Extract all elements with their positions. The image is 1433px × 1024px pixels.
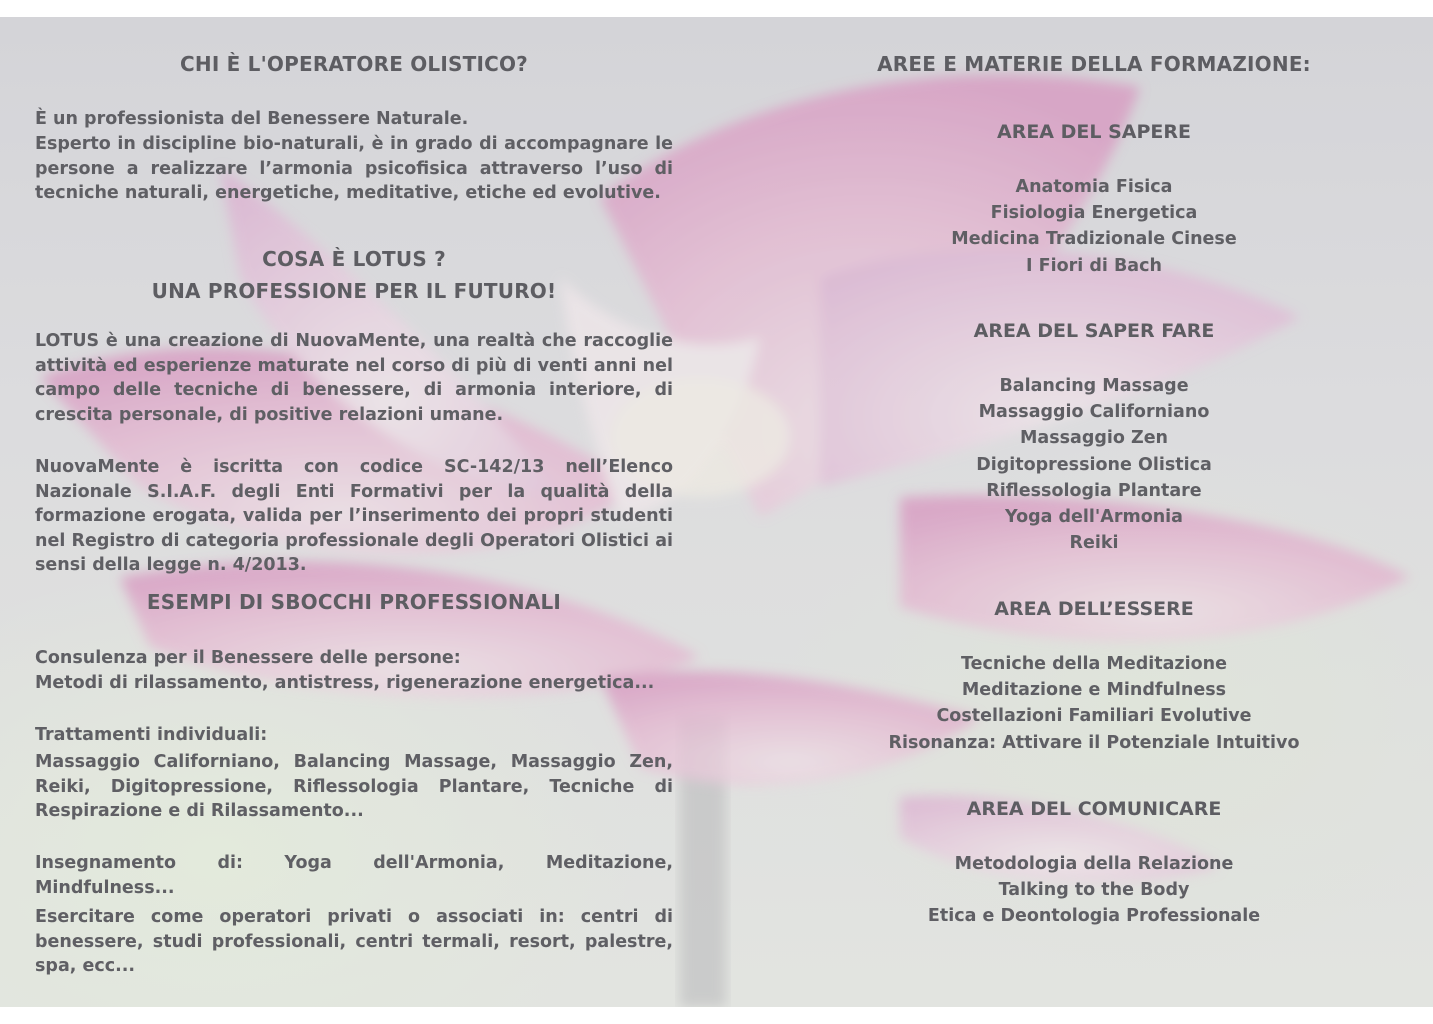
sbocco-consulenza-text: Metodi di rilassamento, antistress, rigenerazione energetica... — [35, 673, 655, 693]
sbocco-esercitare: Esercitare come operatori privati o associati in: centri di benessere, studi professionali, centri termali, resort, palestre, spa, ecc... — [35, 907, 673, 976]
area-list-comunicare — [870, 851, 1318, 930]
list-item: Riflessologia Plantare — [986, 480, 1202, 501]
sbocco-insegnamento: Insegnamento di: Yoga dell'Armonia, Meditazione, Mindfulness... — [35, 853, 673, 898]
list-item: Tecniche della Meditazione — [961, 654, 1227, 674]
nuovamente-paragraph: NuovaMente è iscritta con codice SC-142/13 nell’Elenco Nazionale S.I.A.F. degli Enti Formativi per la qualità della formazione erogata, valida per l’inserimento dei propri studenti nel Registro di categoria professionale degli Operatori Olistici ai sensi della legge n. 4/2013. — [35, 457, 673, 575]
list-item: Metodologia della Relazione — [954, 854, 1234, 874]
lotus-title-line-2: UNA PROFESSIONE PER IL FUTURO! — [151, 279, 557, 303]
sbocco-trattamenti-text: Massaggio Californiano, Balancing Massage, Massaggio Zen, Reiki, Digitopressione, Riflessologia Plantare, Tecniche di Respirazione e di Rilassamento... — [35, 752, 673, 821]
list-item: Balancing Massage — [999, 376, 1189, 396]
area-list-essere — [870, 651, 1318, 756]
area-list-saper-fare — [870, 373, 1318, 556]
list-item: Meditazione e Mindfulness — [961, 680, 1227, 701]
section-title-aree: AREE E MATERIE DELLA FORMAZIONE: — [877, 52, 1311, 76]
list-item: Reiki — [1069, 533, 1119, 554]
intro-line: È un professionista del Benessere Naturale. — [35, 109, 469, 129]
list-item: Fisiologia Energetica — [990, 203, 1198, 224]
section-title-sbocchi: ESEMPI DI SBOCCHI PROFESSIONALI — [146, 590, 562, 614]
list-item: Massaggio Zen — [1019, 428, 1169, 449]
list-item: Medicina Tradizionale Cinese — [951, 229, 1237, 250]
list-item: Massaggio Californiano — [978, 402, 1210, 423]
area-list-sapere — [870, 174, 1318, 279]
lotus-paragraph: LOTUS è una creazione di NuovaMente, una realtà che raccoglie attività ed esperienze maturate nel corso di più di venti anni nel campo delle tecniche di benessere, di armonia interiore, di crescita personale, di positive relazioni umane. — [35, 331, 673, 425]
area-heading-essere: AREA DELL’ESSERE — [994, 598, 1194, 620]
list-item: I Fiori di Bach — [1026, 255, 1162, 276]
area-heading-comunicare: AREA DEL COMUNICARE — [966, 798, 1222, 820]
lotus-title-line-1: COSA È LOTUS ? — [262, 247, 446, 271]
list-item: Talking to the Body — [998, 880, 1190, 901]
brochure-page — [0, 17, 1433, 1007]
list-item: Etica e Deontologia Professionale — [927, 906, 1261, 927]
list-item: Digitopressione Olistica — [976, 454, 1212, 475]
sbocco-trattamenti-title: Trattamenti individuali: — [35, 725, 268, 745]
section-title-lotus — [35, 243, 673, 307]
intro-paragraph: Esperto in discipline bio-naturali, è in grado di accompagnare le persone a realizzare l’armonia psicofisica attraverso l’uso di tecniche naturali, energetiche, meditative, etiche ed evolutive. — [35, 134, 673, 203]
area-heading-saper-fare: AREA DEL SAPER FARE — [973, 320, 1215, 342]
area-heading-sapere: AREA DEL SAPERE — [996, 121, 1191, 143]
sbocco-consulenza-title: Consulenza per il Benessere delle persone: — [35, 648, 461, 668]
list-item: Anatomia Fisica — [1015, 177, 1173, 197]
list-item: Yoga dell'Armonia — [1005, 507, 1183, 528]
list-item: Costellazioni Familiari Evolutive — [936, 706, 1252, 727]
list-item: Risonanza: Attivare il Potenziale Intuitivo — [888, 732, 1300, 753]
section-title-operatore: CHI È L'OPERATORE OLISTICO? — [180, 52, 528, 76]
